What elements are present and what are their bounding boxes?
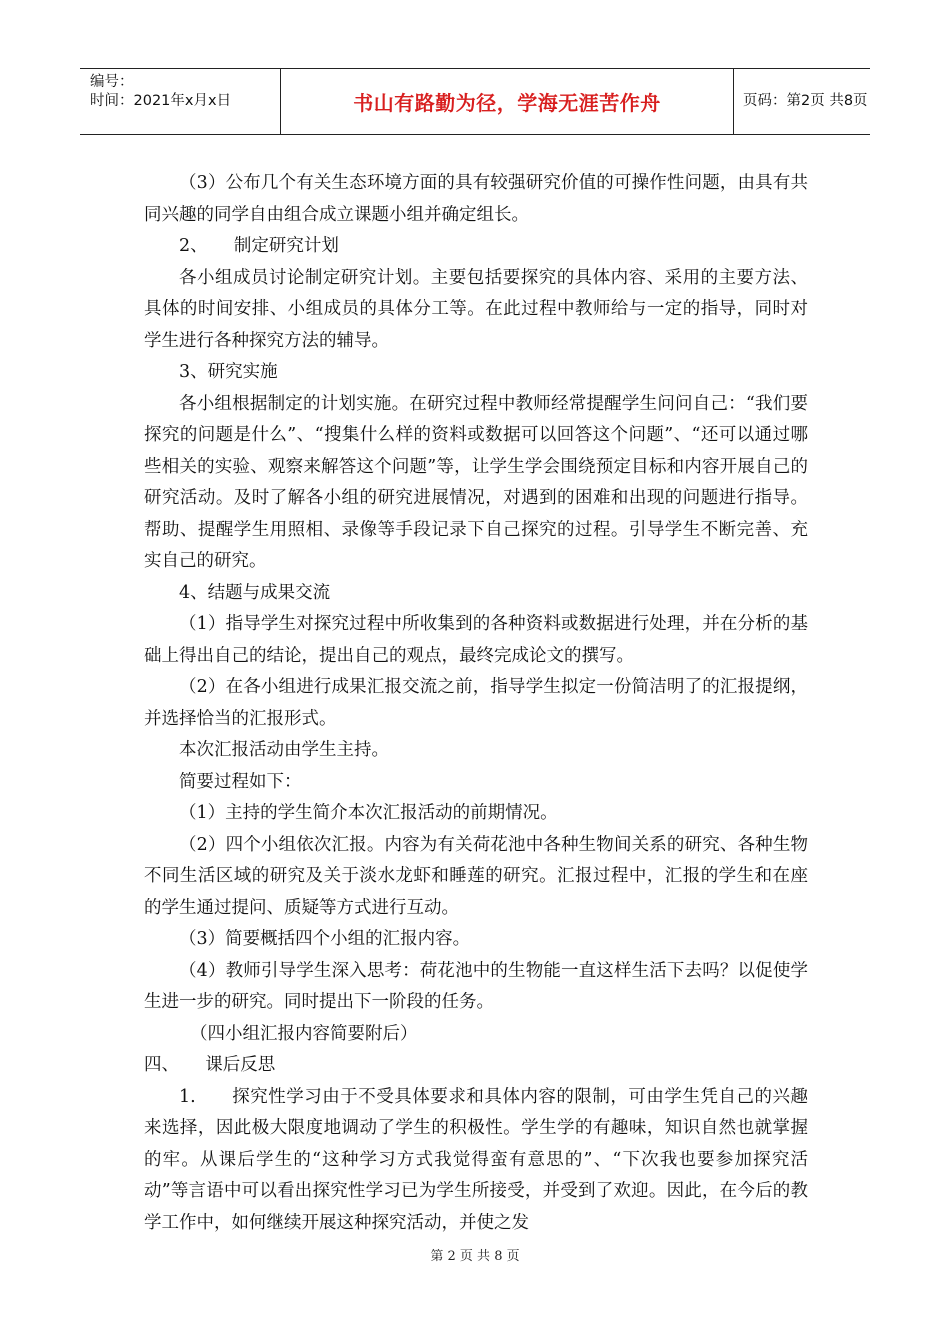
paragraph: （1）主持的学生简介本次汇报活动的前期情况。	[179, 803, 558, 823]
section-heading: 4、结题与成果交流	[179, 582, 331, 603]
header-meta	[80, 69, 281, 134]
document-date-label: 时间：2021年x月x日	[90, 93, 232, 109]
section-heading: 2、 制定研究计划	[179, 236, 339, 256]
paragraph: （4）教师引导学生深入思考：荷花池中的生物能一直这样生活下去吗？以促使学生进一步的研究。同时提出下一阶段的任务。	[144, 960, 808, 1012]
paragraph: （2）在各小组进行成果汇报交流之前，指导学生拟定一份简洁明了的汇报提纲，并选择恰当的汇报形式。	[144, 677, 808, 729]
header-motto: 书山有路勤为径，学海无涯苦作舟	[353, 91, 661, 115]
section-heading: 四、 课后反思	[144, 1055, 276, 1075]
page-footer: 第 2 页 共 8 页	[430, 1249, 520, 1264]
paragraph: 各小组根据制定的计划实施。在研究过程中教师经常提醒学生问问自己：“我们要探究的问题是什么”、“搜集什么样的资料或数据可以回答这个问题”、“还可以通过哪些相关的实验、观察来解答这个问题”等，让学生学会围绕预定目标和内容开展自己的研究活动。及时了解各小组的研究进展情况，对遇到的困难和出现的问题进行指导。帮助、提醒学生用照相、录像等手段记录下自己探究的过程。引导学生不断完善、充实自己的研究。	[144, 393, 808, 571]
paragraph: 1. 探究性学习由于不受具体要求和具体内容的限制，可由学生凭自己的兴趣来选择，因此极大限度地调动了学生的积极性。学生学的有趣味，知识自然也就掌握的牢。从课后学生的“这种学习方式我觉得蛮有意思的”、“下次我也要参加探究活动”等言语中可以看出探究性学习已为学生所接受，并受到了欢迎。因此，在今后的教学工作中，如何继续开展这种探究活动，并使之发	[144, 1086, 808, 1233]
page-header	[80, 68, 870, 135]
paragraph: （2）四个小组依次汇报。内容为有关荷花池中各种生物间关系的研究、各种生物不同生活区域的研究及关于淡水龙虾和睡莲的研究。汇报过程中，汇报的学生和在座的学生通过提问、质疑等方式进行互动。	[144, 834, 808, 918]
paragraph: （3）简要概括四个小组的汇报内容。	[179, 929, 471, 949]
header-page-code: 页码：第2页 共8页	[743, 93, 868, 109]
document-number-label: 编号：	[90, 74, 134, 90]
paragraph: （3）公布几个有关生态环境方面的具有较强研究价值的可操作性问题，由具有共同兴趣的同学自由组合成立课题小组并确定组长。	[144, 173, 808, 225]
header-page-cell	[734, 69, 870, 134]
paragraph: 简要过程如下：	[179, 771, 302, 792]
header-motto-cell	[281, 69, 734, 134]
paragraph: （四小组汇报内容简要附后）	[190, 1023, 418, 1044]
document-body	[144, 168, 808, 1239]
paragraph: 各小组成员讨论制定研究计划。主要包括要探究的具体内容、采用的主要方法、具体的时间安排、小组成员的具体分工等。在此过程中教师给与一定的指导，同时对学生进行各种探究方法的辅导。	[144, 267, 808, 351]
section-heading: 3、研究实施	[179, 362, 278, 382]
paragraph: （1）指导学生对探究过程中所收集到的各种资料或数据进行处理，并在分析的基础上得出自己的结论，提出自己的观点，最终完成论文的撰写。	[144, 614, 808, 666]
paragraph: 本次汇报活动由学生主持。	[179, 740, 389, 760]
